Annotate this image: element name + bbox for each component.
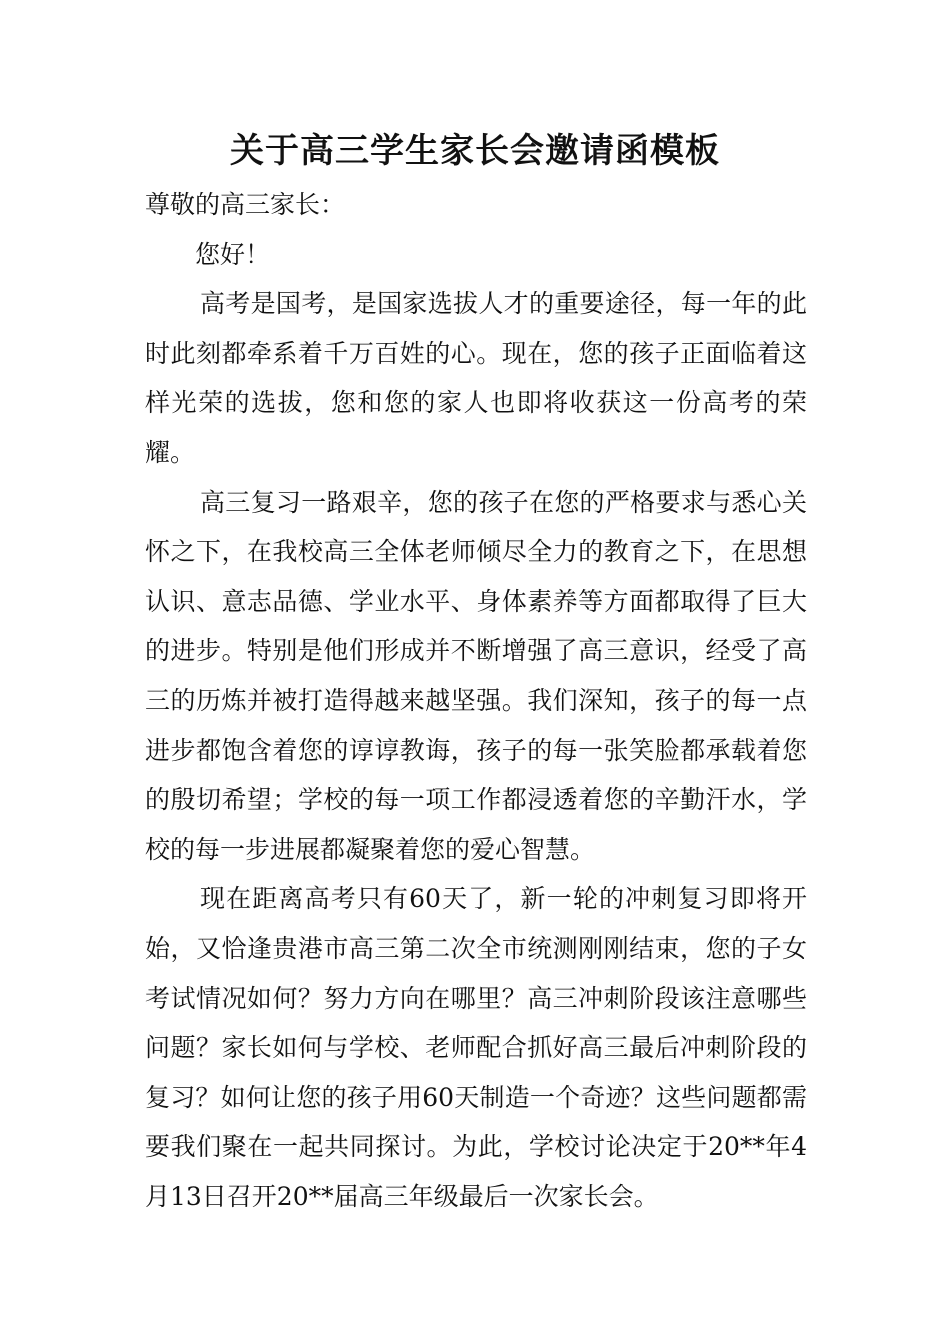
paragraph-2: 高三复习一路艰辛，您的孩子在您的严格要求与悉心关怀之下，在我校高三全体老师倾尽全力的教育之下，在思想认识、意志品德、学业水平、身体素养等方面都取得了巨大的进步。特别是他们形成并不断增强了高三意识，经受了高三的历炼并被打造得越来越坚强。我们深知，孩子的每一点进步都饱含着您的谆谆教诲，孩子的每一张笑脸都承载着您的殷切希望；学校的每一项工作都浸透着您的辛勤汗水，学校的每一步进展都凝聚着您的爱心智慧。: [145, 487, 807, 864]
document-title: 关于高三学生家长会邀请函模板: [230, 131, 720, 171]
greeting: 您好！: [195, 239, 271, 269]
paragraph-1: 高考是国考，是国家选拔人才的重要途径，每一年的此时此刻都牵系着千万百姓的心。现在，您的孩子正面临着这样光荣的选拔，您和您的家人也即将收获这一份高考的荣耀。: [145, 289, 807, 467]
salutation: 尊敬的高三家长：: [145, 190, 346, 219]
letter-body: [145, 180, 807, 1221]
paragraph-3: 现在距离高考只有60天了，新一轮的冲刺复习即将开始，又恰逢贵港市高三第二次全市统测刚刚结束，您的子女考试情况如何？努力方向在哪里？高三冲刺阶段该注意哪些问题？家长如何与学校、老师配合抓好高三最后冲刺阶段的复习？如何让您的孩子用60天制造一个奇迹？这些问题都需要我们聚在一起共同探讨。为此，学校讨论决定于20**年4月13日召开20**届高三年级最后一次家长会。: [145, 884, 807, 1211]
